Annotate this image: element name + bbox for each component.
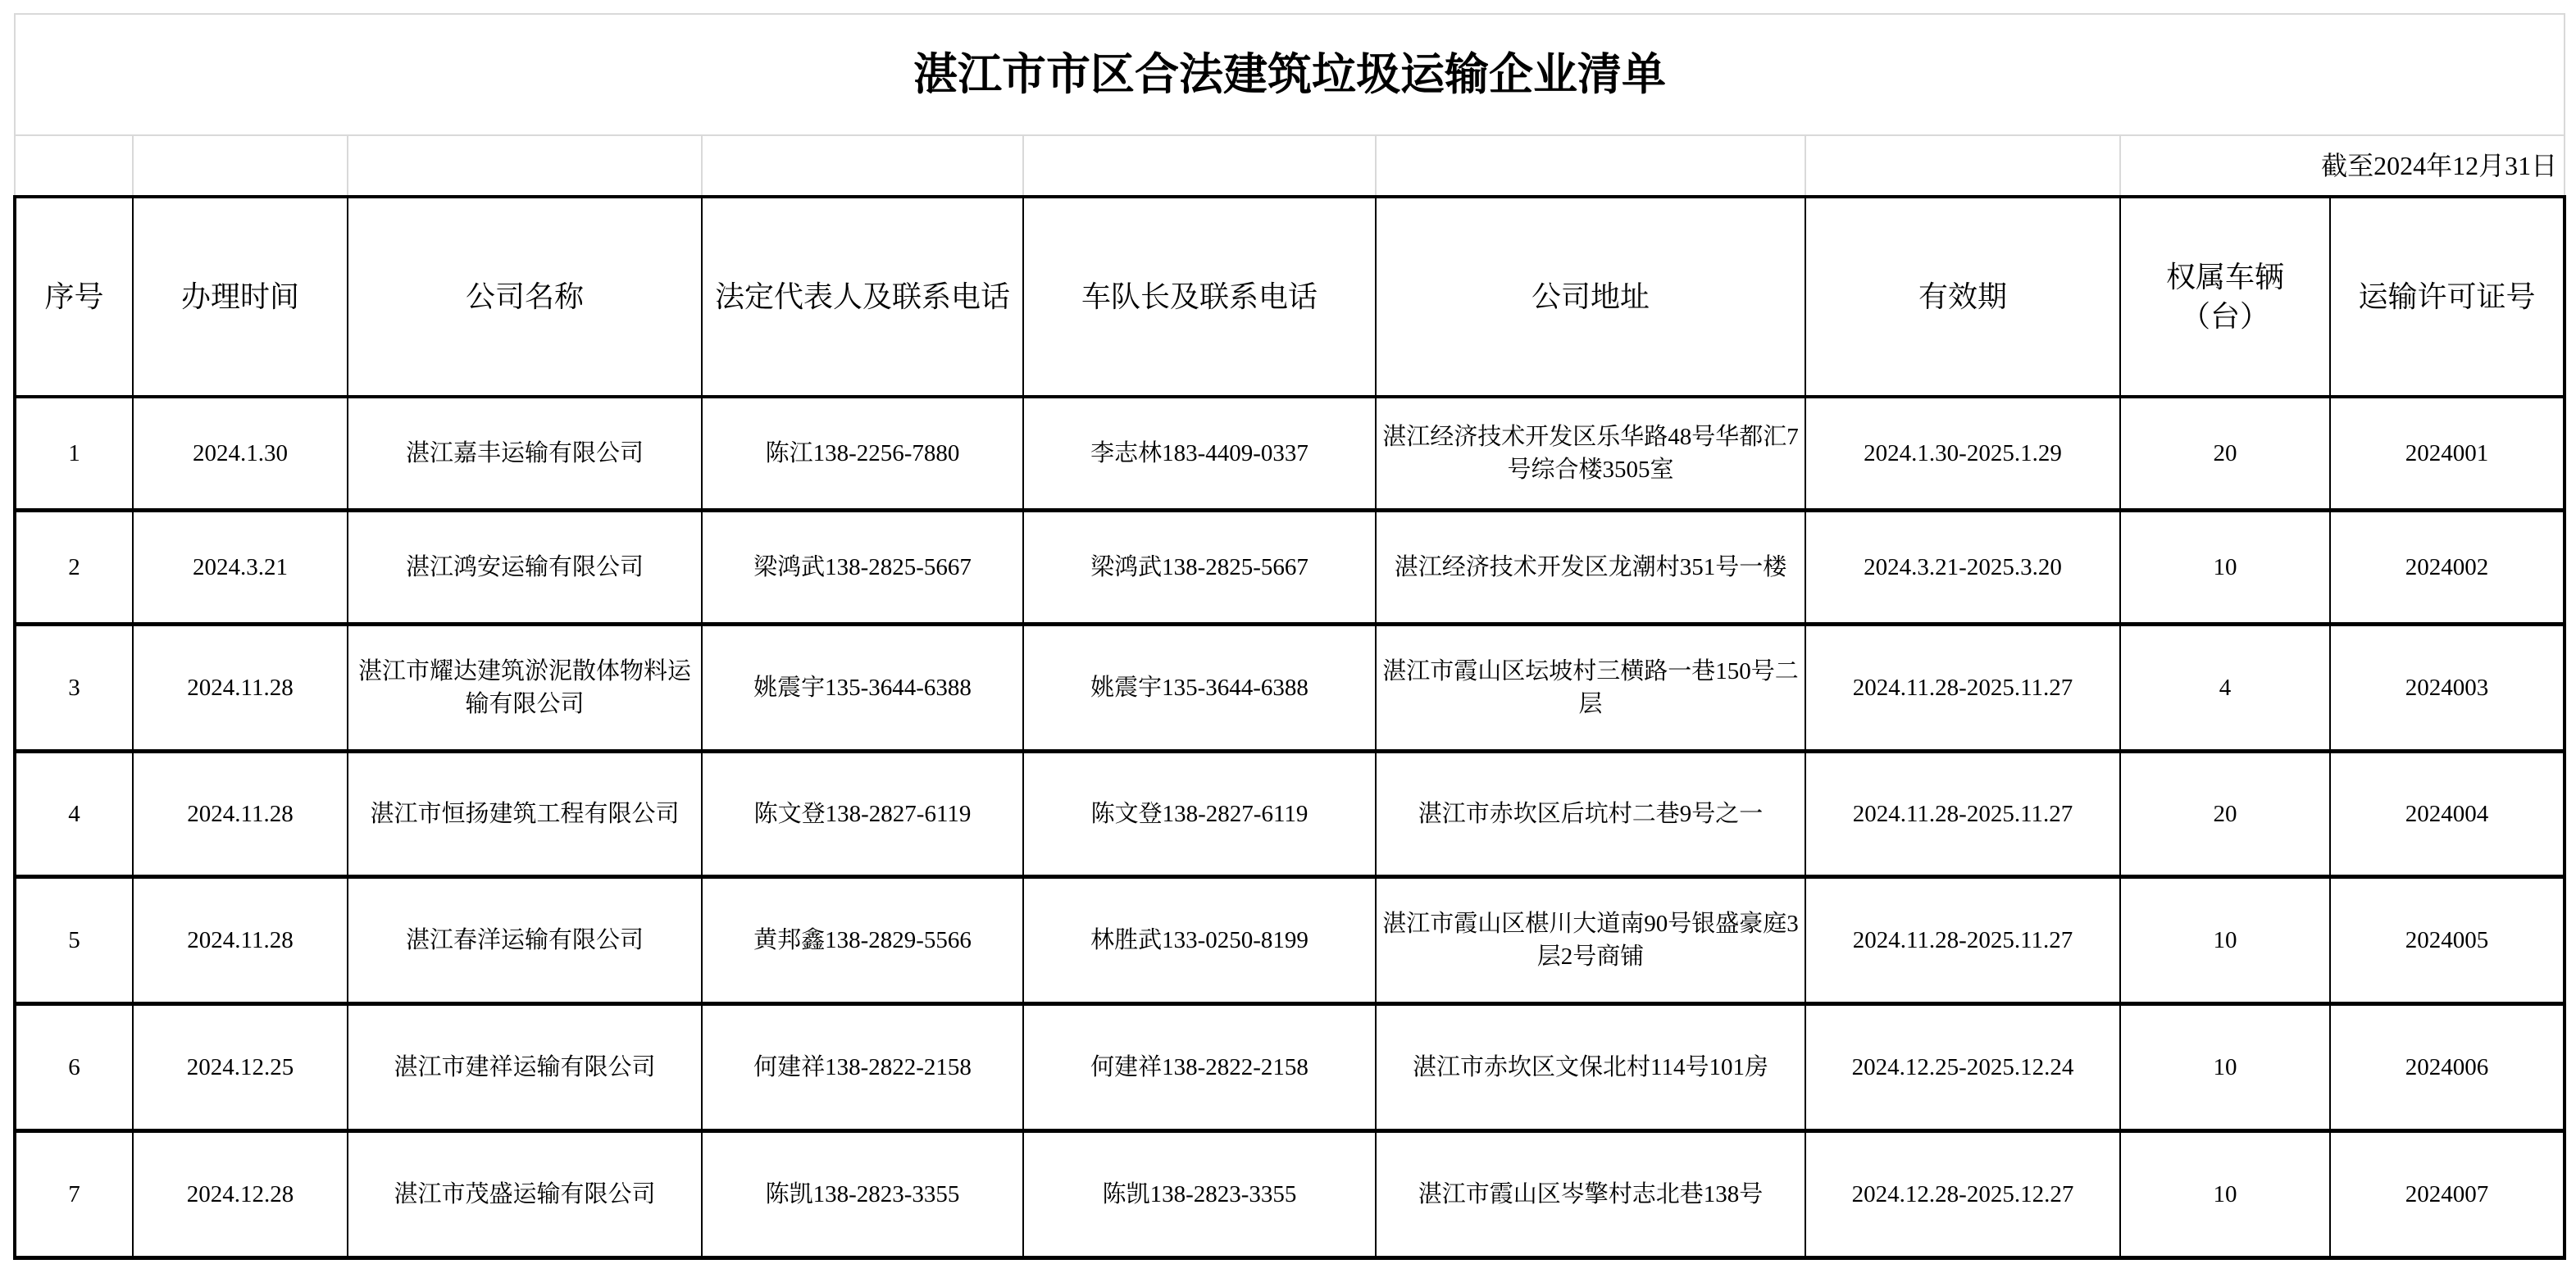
processing-date-cell: 2024.11.28	[133, 625, 348, 752]
company-name-cell: 湛江市建祥运输有限公司	[348, 1004, 702, 1131]
row-number-cell: 1	[15, 397, 133, 511]
empty-cell	[702, 135, 1023, 197]
company-name-cell: 湛江鸿安运输有限公司	[348, 511, 702, 625]
company-name-cell: 湛江嘉丰运输有限公司	[348, 397, 702, 511]
validity-period-cell: 2024.12.25-2025.12.24	[1805, 1004, 2120, 1131]
permit-number-cell: 2024002	[2330, 511, 2565, 625]
company-address-cell: 湛江经济技术开发区龙潮村351号一楼	[1376, 511, 1805, 625]
table-row	[15, 1004, 2565, 1131]
row-number-cell: 5	[15, 877, 133, 1004]
validity-period-cell: 2024.11.28-2025.11.27	[1805, 625, 2120, 752]
company-address-cell: 湛江市赤坎区后坑村二巷9号之一	[1376, 752, 1805, 877]
company-name-cell: 湛江春洋运输有限公司	[348, 877, 702, 1004]
processing-date-cell: 2024.11.28	[133, 877, 348, 1004]
empty-cell	[133, 135, 348, 197]
row-number-cell: 6	[15, 1004, 133, 1131]
header-legal-rep: 法定代表人及联系电话	[702, 197, 1023, 397]
header-captain: 车队长及联系电话	[1023, 197, 1376, 397]
fleet-captain-cell: 林胜武133-0250-8199	[1023, 877, 1376, 1004]
fleet-captain-cell: 姚震宇135-3644-6388	[1023, 625, 1376, 752]
company-address-cell: 湛江市霞山区岑擎村志北巷138号	[1376, 1131, 1805, 1258]
permit-number-cell: 2024003	[2330, 625, 2565, 752]
company-address-cell: 湛江经济技术开发区乐华路48号华都汇7号综合楼3505室	[1376, 397, 1805, 511]
header-validity: 有效期	[1805, 197, 2120, 397]
legal-representative-cell: 陈文登138-2827-6119	[702, 752, 1023, 877]
validity-period-cell: 2024.3.21-2025.3.20	[1805, 511, 2120, 625]
processing-date-cell: 2024.12.28	[133, 1131, 348, 1258]
processing-date-cell: 2024.1.30	[133, 397, 348, 511]
page-title: 湛江市市区合法建筑垃圾运输企业清单	[15, 14, 2565, 135]
vehicle-count-cell: 10	[2120, 1004, 2330, 1131]
as-of-date: 截至2024年12月31日	[2120, 135, 2565, 197]
empty-cell	[15, 135, 133, 197]
permit-number-cell: 2024005	[2330, 877, 2565, 1004]
vehicle-count-cell: 10	[2120, 511, 2330, 625]
vehicle-count-cell: 20	[2120, 752, 2330, 877]
fleet-captain-cell: 何建祥138-2822-2158	[1023, 1004, 1376, 1131]
validity-period-cell: 2024.11.28-2025.11.27	[1805, 752, 2120, 877]
row-number-cell: 3	[15, 625, 133, 752]
company-address-cell: 湛江市霞山区椹川大道南90号银盛豪庭3层2号商铺	[1376, 877, 1805, 1004]
fleet-captain-cell: 陈凯138-2823-3355	[1023, 1131, 1376, 1258]
company-address-cell: 湛江市赤坎区文保北村114号101房	[1376, 1004, 1805, 1131]
row-number-cell: 2	[15, 511, 133, 625]
fleet-captain-cell: 陈文登138-2827-6119	[1023, 752, 1376, 877]
enterprise-list-table	[13, 13, 2566, 1260]
permit-number-cell: 2024001	[2330, 397, 2565, 511]
header-permit: 运输许可证号	[2330, 197, 2565, 397]
permit-number-cell: 2024006	[2330, 1004, 2565, 1131]
legal-representative-cell: 梁鸿武138-2825-5667	[702, 511, 1023, 625]
header-date: 办理时间	[133, 197, 348, 397]
validity-period-cell: 2024.1.30-2025.1.29	[1805, 397, 2120, 511]
table-row	[15, 877, 2565, 1004]
empty-cell	[1023, 135, 1376, 197]
table-row	[15, 397, 2565, 511]
company-name-cell: 湛江市恒扬建筑工程有限公司	[348, 752, 702, 877]
spreadsheet	[13, 13, 2563, 1260]
empty-cell	[1805, 135, 2120, 197]
table-row	[15, 752, 2565, 877]
company-address-cell: 湛江市霞山区坛坡村三横路一巷150号二层	[1376, 625, 1805, 752]
legal-representative-cell: 陈江138-2256-7880	[702, 397, 1023, 511]
vehicle-count-cell: 4	[2120, 625, 2330, 752]
validity-period-cell: 2024.12.28-2025.12.27	[1805, 1131, 2120, 1258]
header-no: 序号	[15, 197, 133, 397]
header-company: 公司名称	[348, 197, 702, 397]
legal-representative-cell: 陈凯138-2823-3355	[702, 1131, 1023, 1258]
validity-period-cell: 2024.11.28-2025.11.27	[1805, 877, 2120, 1004]
vehicle-count-cell: 10	[2120, 1131, 2330, 1258]
fleet-captain-cell: 李志林183-4409-0337	[1023, 397, 1376, 511]
table-row	[15, 625, 2565, 752]
legal-representative-cell: 黄邦鑫138-2829-5566	[702, 877, 1023, 1004]
company-name-cell: 湛江市茂盛运输有限公司	[348, 1131, 702, 1258]
header-vehicles: 权属车辆（台）	[2120, 197, 2330, 397]
empty-cell	[348, 135, 702, 197]
header-row	[15, 197, 2565, 397]
fleet-captain-cell: 梁鸿武138-2825-5667	[1023, 511, 1376, 625]
vehicle-count-cell: 10	[2120, 877, 2330, 1004]
legal-representative-cell: 何建祥138-2822-2158	[702, 1004, 1023, 1131]
table-row	[15, 1131, 2565, 1258]
processing-date-cell: 2024.3.21	[133, 511, 348, 625]
header-address: 公司地址	[1376, 197, 1805, 397]
processing-date-cell: 2024.11.28	[133, 752, 348, 877]
empty-cell	[1376, 135, 1805, 197]
table-row	[15, 511, 2565, 625]
processing-date-cell: 2024.12.25	[133, 1004, 348, 1131]
legal-representative-cell: 姚震宇135-3644-6388	[702, 625, 1023, 752]
permit-number-cell: 2024007	[2330, 1131, 2565, 1258]
row-number-cell: 7	[15, 1131, 133, 1258]
permit-number-cell: 2024004	[2330, 752, 2565, 877]
company-name-cell: 湛江市耀达建筑淤泥散体物料运输有限公司	[348, 625, 702, 752]
vehicle-count-cell: 20	[2120, 397, 2330, 511]
row-number-cell: 4	[15, 752, 133, 877]
